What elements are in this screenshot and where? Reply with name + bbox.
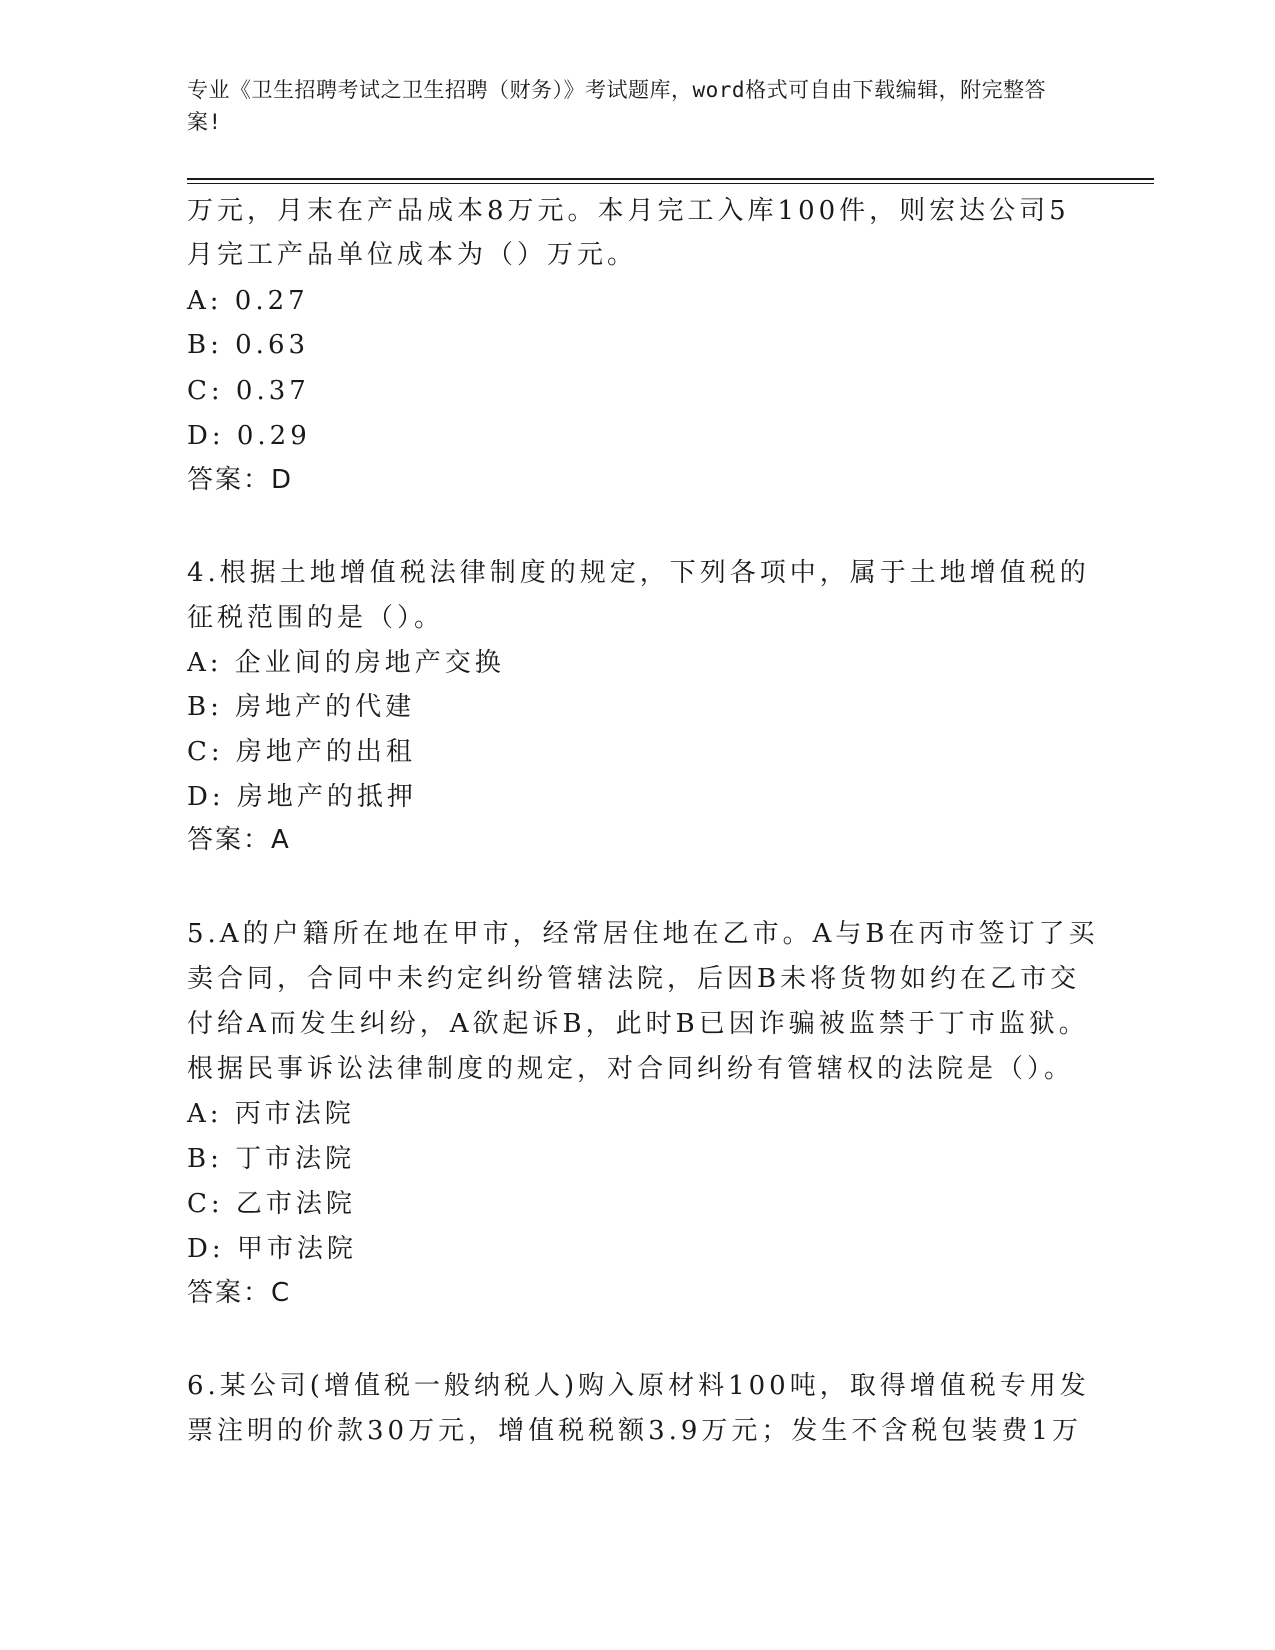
q3-stem-line-1: 万元，月末在产品成本8万元。本月完工入库100件，则宏达公司5: [187, 196, 1070, 226]
header-divider-thin: [187, 183, 1154, 184]
q4-option-b: B: 房地产的代建: [187, 692, 416, 722]
document-header: [187, 74, 1067, 138]
q6-stem-line-1: 6.某公司(增值税一般纳税人)购入原材料100吨，取得增值税专用发: [187, 1371, 1090, 1401]
q3-answer: 答案：D: [187, 465, 294, 495]
q3-option-d: D: 0.29: [187, 421, 311, 451]
q5-stem-line-3: 付给A而发生纠纷，A欲起诉B，此时B已因诈骗被监禁于丁市监狱。: [187, 1009, 1089, 1039]
q4-option-d: D: 房地产的抵押: [187, 782, 417, 812]
q4-stem-line-1: 4.根据土地增值税法律制度的规定，下列各项中，属于土地增值税的: [187, 558, 1090, 588]
q5-stem-line-1: 5.A的户籍所在地在甲市，经常居住地在乙市。A与B在丙市签订了买: [187, 919, 1099, 949]
q4-option-a: A: 企业间的房地产交换: [187, 648, 505, 678]
q5-option-b: B: 丁市法院: [187, 1144, 356, 1174]
q6-stem-line-2: 票注明的价款30万元，增值税税额3.9万元；发生不含税包装费1万: [187, 1416, 1082, 1446]
header-title: 专业《卫生招聘考试之卫生招聘（财务）》考试题库，word格式可自由下载编辑，附完整答案!: [187, 78, 1047, 134]
q4-answer: 答案：A: [187, 825, 291, 855]
q4-stem-line-2: 征税范围的是（）。: [187, 603, 445, 633]
header-divider-thick: [187, 178, 1154, 180]
q5-stem-line-2: 卖合同，合同中未约定纠纷管辖法院，后因B未将货物如约在乙市交: [187, 964, 1081, 994]
q3-option-c: C: 0.37: [187, 376, 310, 406]
q3-option-b: B: 0.63: [187, 330, 310, 360]
q3-stem-line-2: 月完工产品单位成本为（）万元。: [187, 240, 638, 270]
q5-answer: 答案：C: [187, 1278, 292, 1308]
q5-option-d: D: 甲市法院: [187, 1234, 357, 1264]
q5-stem-line-4: 根据民事诉讼法律制度的规定，对合同纠纷有管辖权的法院是（）。: [187, 1054, 1075, 1084]
q5-option-c: C: 乙市法院: [187, 1189, 356, 1219]
q4-option-c: C: 房地产的出租: [187, 737, 416, 767]
q5-option-a: A: 丙市法院: [187, 1099, 355, 1129]
q3-option-a: A: 0.27: [187, 286, 309, 316]
